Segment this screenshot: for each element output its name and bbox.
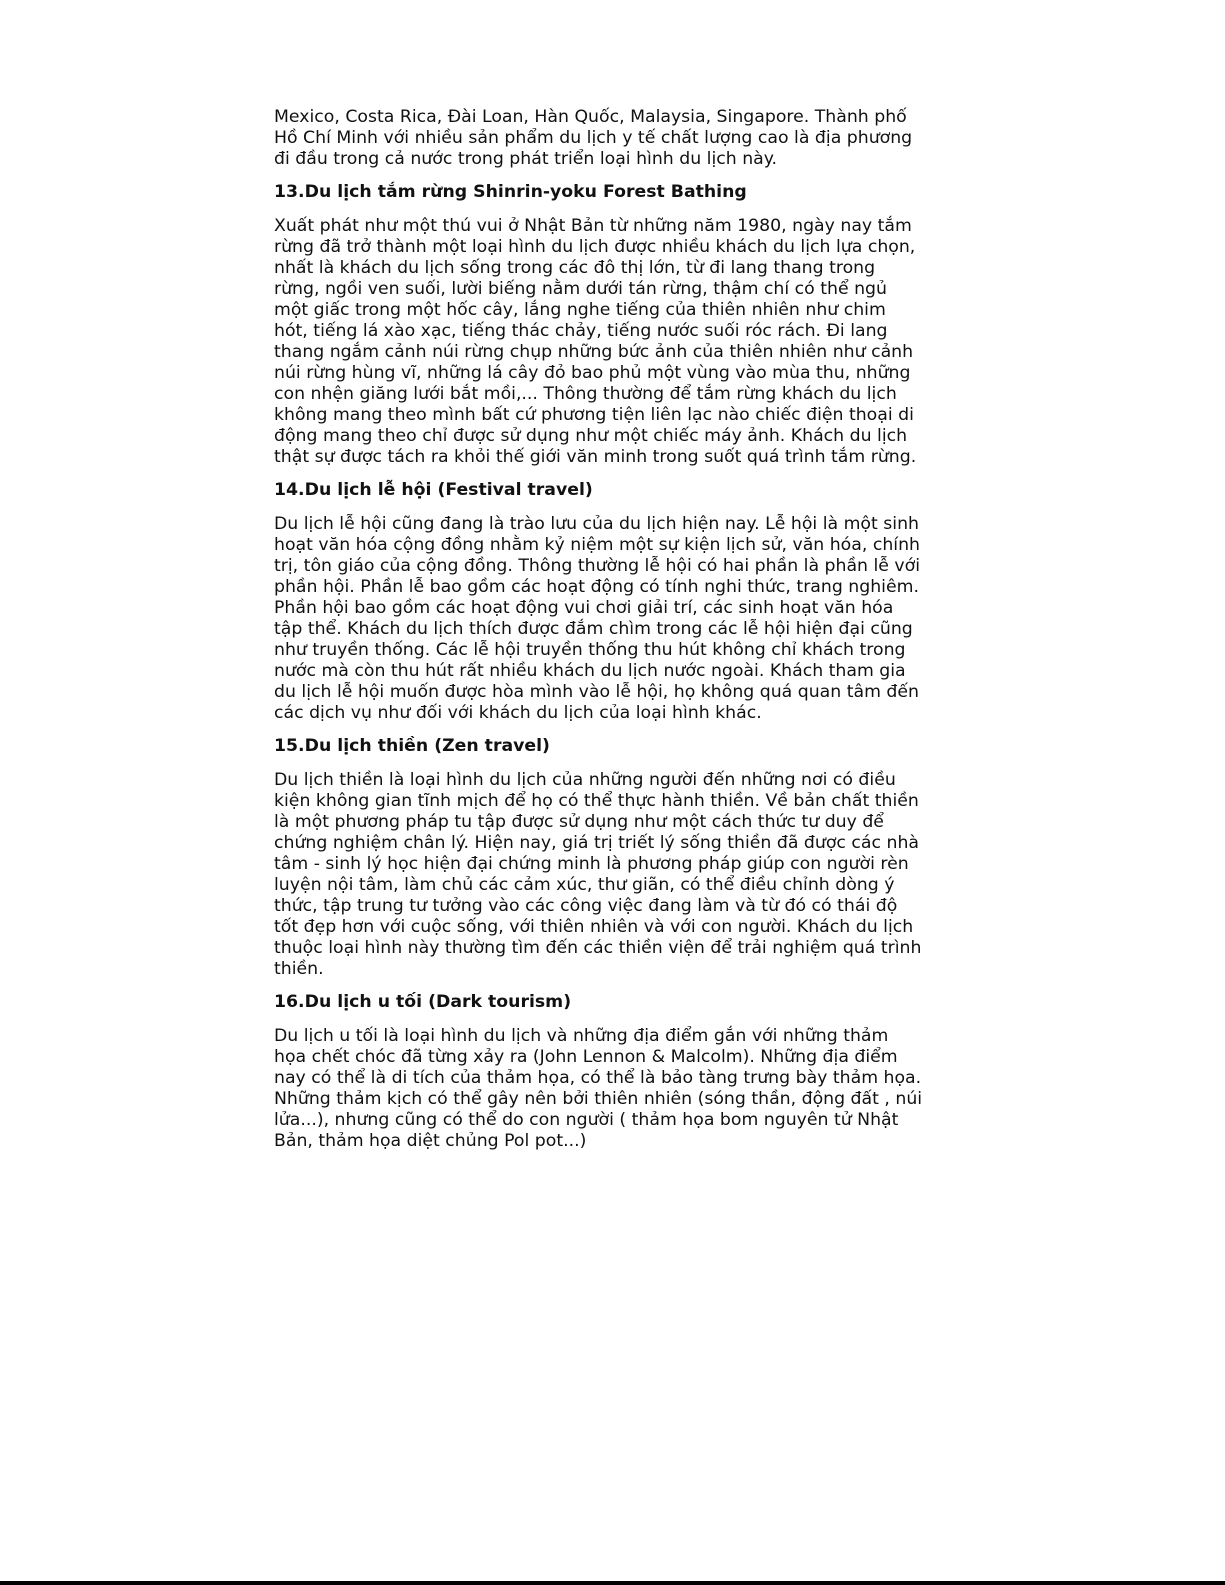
section-heading-14: 14.Du lịch lễ hội (Festival travel)	[274, 480, 593, 500]
intro-paragraph: Mexico, Costa Rica, Đài Loan, Hàn Quốc, Malaysia, Singapore. Thành phố Hồ Chí Minh với nhiều sản phẩm du lịch y tế chất lượng cao là địa phương đi đầu trong cả nước trong phát triển loại hình du lịch này.	[274, 107, 913, 169]
section-heading-13: 13.Du lịch tắm rừng Shinrin-yoku Forest Bathing	[274, 182, 747, 202]
section-body-16: Du lịch u tối là loại hình du lịch và những địa điểm gắn với những thảm họa chết chóc đã từng xảy ra (John Lennon & Malcolm). Những địa điểm nay có thể là di tích của thảm họa, có thể là bảo tàng trưng bày thảm họa. Những thảm kịch có thể gây nên bởi thiên nhiên (sóng thần, động đất , núi lửa...), nhưng cũng có thể do con người ( thảm họa bom nguyên tử Nhật Bản, thảm họa diệt chủng Pol pot...)	[274, 1026, 923, 1151]
page-bottom-border	[0, 1581, 1225, 1585]
section-body-14: Du lịch lễ hội cũng đang là trào lưu của du lịch hiện nay. Lễ hội là một sinh hoạt văn hóa cộng đồng nhằm kỷ niệm một sự kiện lịch sử, văn hóa, chính trị, tôn giáo của cộng đồng. Thông thường lễ hội có hai phần là phần lễ với phần hội. Phần lễ bao gồm các hoạt động có tính nghi thức, trang nghiêm. Phần hội bao gồm các hoạt động vui chơi giải trí, các sinh hoạt văn hóa tập thể. Khách du lịch thích được đắm chìm trong các lễ hội hiện đại cũng như truyền thống. Các lễ hội truyền thống thu hút không chỉ khách trong nước mà còn thu hút rất nhiều khách du lịch nước ngoài. Khách tham gia du lịch lễ hội muốn được hòa mình vào lễ hội, họ không quá quan tâm đến các dịch vụ như đối với khách du lịch của loại hình khác.	[274, 514, 921, 723]
section-heading-16: 16.Du lịch u tối (Dark tourism)	[274, 992, 572, 1012]
document-page	[274, 107, 954, 1164]
section-body-13: Xuất phát như một thú vui ở Nhật Bản từ những năm 1980, ngày nay tắm rừng đã trở thành một loại hình du lịch được nhiều khách du lịch lựa chọn, nhất là khách du lịch sống trong các đô thị lớn, từ đi lang thang trong rừng, ngồi ven suối, lười biếng nằm dưới tán rừng, thậm chí có thể ngủ một giấc trong một hốc cây, lắng nghe tiếng của thiên nhiên như chim hót, tiếng lá xào xạc, tiếng thác chảy, tiếng nước suối róc rách. Đi lang thang ngắm cảnh núi rừng chụp những bức ảnh của thiên nhiên như cảnh núi rừng hùng vĩ, những lá cây đỏ bao phủ một vùng vào mùa thu, những con nhện giăng lưới bắt mồi,... Thông thường để tắm rừng khách du lịch không mang theo mình bất cứ phương tiện liên lạc nào chiếc điện thoại di động mang theo chỉ được sử dụng như một chiếc máy ảnh. Khách du lịch thật sự được tách ra khỏi thế giới văn minh trong suốt quá trình tắm rừng.	[274, 216, 917, 467]
section-body-15: Du lịch thiền là loại hình du lịch của những người đến những nơi có điều kiện không gian tĩnh mịch để họ có thể thực hành thiền. Về bản chất thiền là một phương pháp tu tập được sử dụng như một cách thức tư duy để chứng nghiệm chân lý. Hiện nay, giá trị triết lý sống thiền đã được các nhà tâm - sinh lý học hiện đại chứng minh là phương pháp giúp con người rèn luyện nội tâm, làm chủ các cảm xúc, thư giãn, có thể điều chỉnh dòng ý thức, tập trung tư tưởng vào các công việc đang làm và từ đó có thái độ tốt đẹp hơn với cuộc sống, với thiên nhiên và với con người. Khách du lịch thuộc loại hình này thường tìm đến các thiền viện để trải nghiệm quá trình thiền.	[274, 770, 922, 979]
section-heading-15: 15.Du lịch thiền (Zen travel)	[274, 736, 550, 756]
